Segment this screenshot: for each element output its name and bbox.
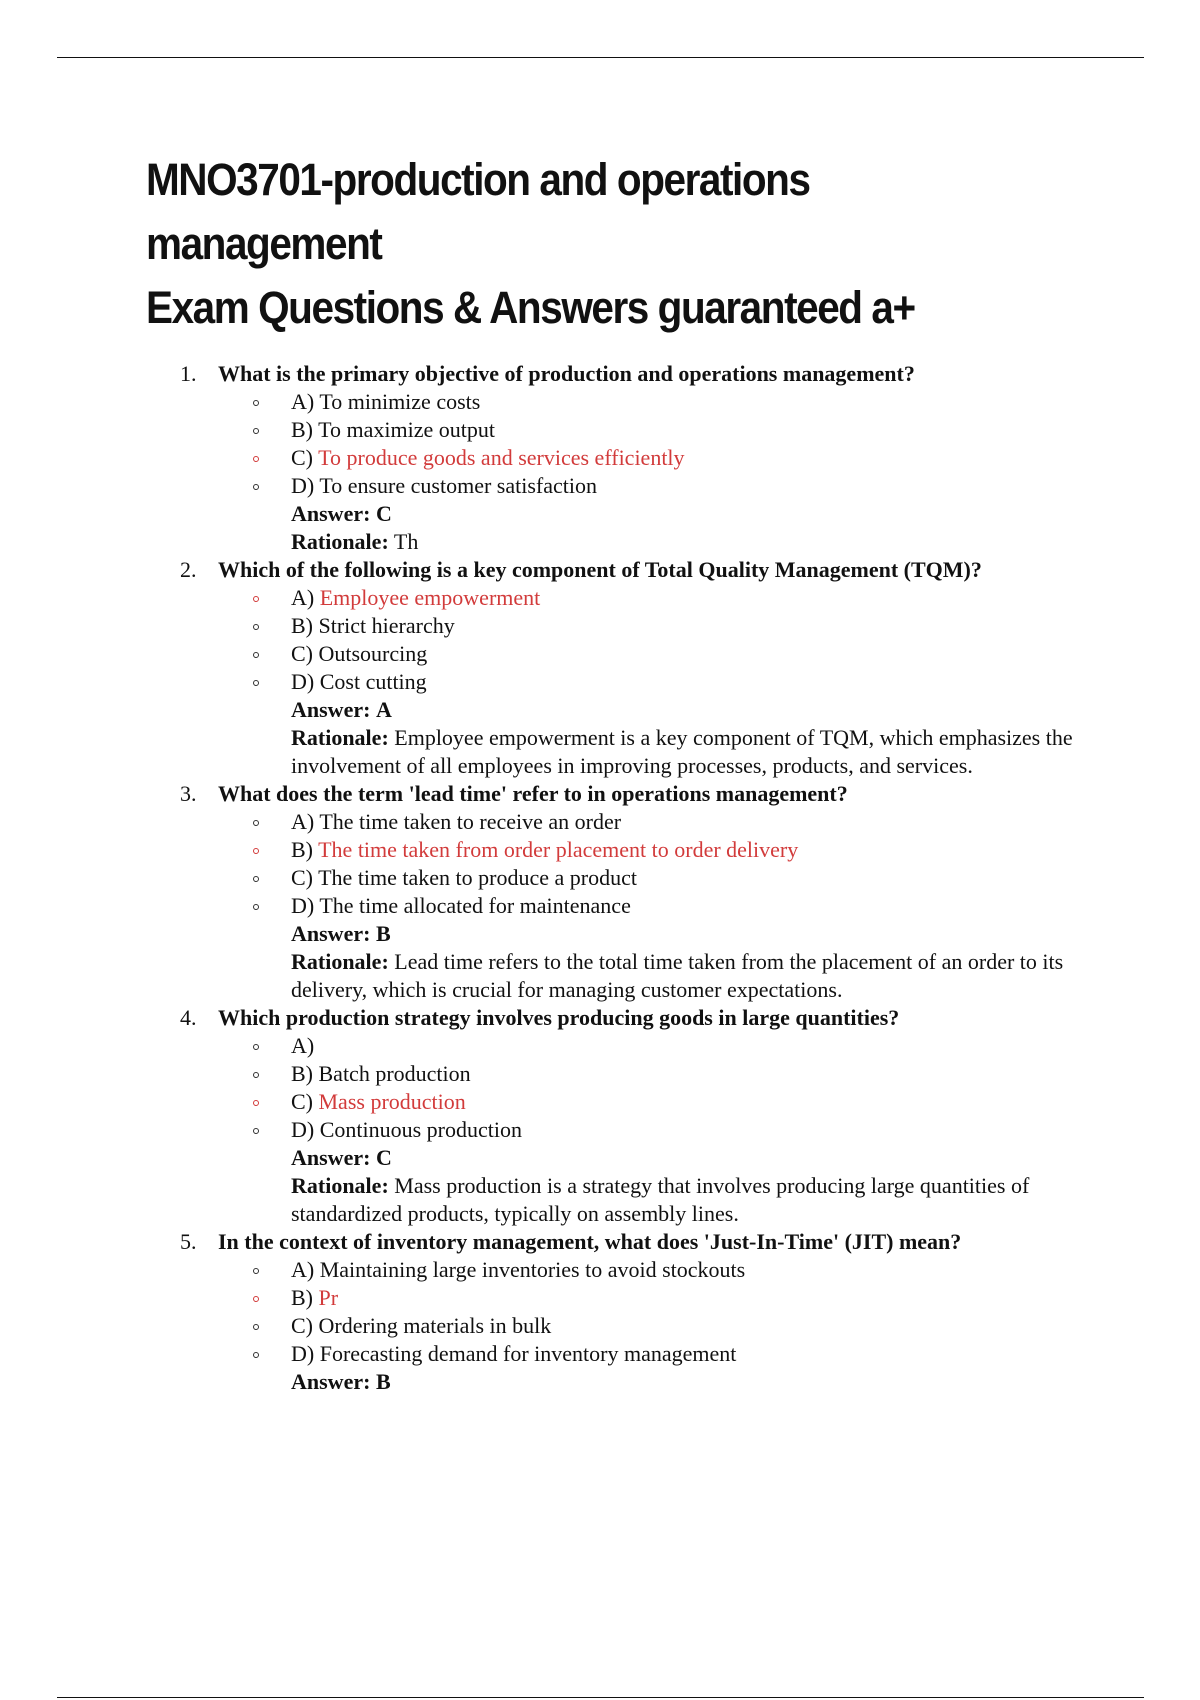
rationale-text: Mass production is a strategy that involves producing large quantities of standardized products, typically on assembly lines. bbox=[291, 1173, 1030, 1226]
circle-bullet-icon bbox=[253, 1324, 259, 1330]
circle-bullet-icon bbox=[253, 484, 259, 490]
answer-line bbox=[291, 920, 1100, 948]
option-letter: C) bbox=[291, 1089, 313, 1114]
correct-option-text: Pr bbox=[318, 1285, 339, 1310]
option-letter: C) bbox=[291, 445, 313, 470]
circle-bullet-icon bbox=[253, 1128, 259, 1134]
option-letter: C) bbox=[291, 641, 313, 666]
option-text: Ordering materials in bulk bbox=[318, 1313, 552, 1338]
question-number: 3. bbox=[180, 781, 197, 806]
question-item bbox=[180, 1004, 1100, 1228]
answer-label: Answer: bbox=[291, 1369, 371, 1394]
answer-label: Answer: bbox=[291, 501, 371, 526]
option-letter: C) bbox=[291, 1313, 313, 1338]
answer-option bbox=[180, 836, 1100, 864]
circle-bullet-icon bbox=[253, 652, 259, 658]
option-letter: D) bbox=[291, 473, 315, 498]
circle-bullet-icon bbox=[253, 1352, 259, 1358]
question-text: What does the term 'lead time' refer to in operations management? bbox=[218, 781, 848, 806]
answer-option bbox=[180, 444, 1100, 472]
option-text: The time taken to receive an order bbox=[319, 809, 622, 834]
answer-value: C bbox=[375, 1145, 392, 1170]
option-text: Forecasting demand for inventory management bbox=[319, 1341, 737, 1366]
rationale-text: Th bbox=[393, 529, 419, 554]
question-number: 1. bbox=[180, 361, 197, 386]
option-letter: C) bbox=[291, 865, 313, 890]
question-text: Which of the following is a key component of Total Quality Management (TQM)? bbox=[218, 557, 982, 582]
answer-option bbox=[180, 1060, 1100, 1088]
question-text: What is the primary objective of production and operations management? bbox=[218, 361, 915, 386]
option-letter: B) bbox=[291, 417, 313, 442]
top-rule bbox=[57, 57, 1144, 58]
option-text: To maximize output bbox=[318, 417, 495, 442]
option-text: Continuous production bbox=[319, 1117, 522, 1142]
rationale-text: Lead time refers to the total time taken from the placement of an order to its delivery, which is crucial for managing customer expectations. bbox=[291, 949, 1064, 1002]
answer-value: B bbox=[375, 921, 391, 946]
answer-line bbox=[291, 1144, 1100, 1172]
answer-option bbox=[180, 388, 1100, 416]
answer-value: A bbox=[375, 697, 392, 722]
option-letter: A) bbox=[291, 1033, 315, 1058]
option-letter: D) bbox=[291, 1117, 315, 1142]
option-letter: D) bbox=[291, 669, 315, 694]
option-letter: B) bbox=[291, 837, 313, 862]
rationale-label: Rationale: bbox=[291, 1173, 389, 1198]
answer-label: Answer: bbox=[291, 1145, 371, 1170]
title-line-1: MNO3701-production and operations management bbox=[146, 154, 810, 269]
answer-option bbox=[180, 1088, 1100, 1116]
answer-line bbox=[291, 696, 1100, 724]
circle-bullet-icon bbox=[253, 680, 259, 686]
question-text: Which production strategy involves producing goods in large quantities? bbox=[218, 1005, 900, 1030]
page-title bbox=[146, 148, 1046, 340]
answer-value: C bbox=[375, 501, 392, 526]
answer-option bbox=[180, 1284, 1100, 1312]
question-item bbox=[180, 360, 1100, 556]
answer-option bbox=[180, 1340, 1100, 1368]
answer-option bbox=[180, 1256, 1100, 1284]
rationale-label: Rationale: bbox=[291, 949, 389, 974]
answer-label: Answer: bbox=[291, 921, 371, 946]
question-list bbox=[180, 360, 1100, 1396]
option-text: Outsourcing bbox=[318, 641, 428, 666]
circle-bullet-icon bbox=[253, 1268, 259, 1274]
rationale-label: Rationale: bbox=[291, 529, 389, 554]
question-item bbox=[180, 780, 1100, 1004]
option-text: Cost cutting bbox=[319, 669, 427, 694]
option-letter: A) bbox=[291, 389, 315, 414]
question-number: 5. bbox=[180, 1229, 197, 1254]
rationale-paragraph bbox=[291, 948, 1096, 1004]
option-letter: B) bbox=[291, 1285, 313, 1310]
answer-option bbox=[180, 640, 1100, 668]
option-text: The time taken to produce a product bbox=[318, 865, 637, 890]
rationale-paragraph bbox=[291, 528, 1096, 556]
question-number: 2. bbox=[180, 557, 197, 582]
answer-label: Answer: bbox=[291, 697, 371, 722]
answer-line bbox=[291, 1368, 1100, 1396]
rationale-paragraph bbox=[291, 1172, 1096, 1228]
answer-option bbox=[180, 584, 1100, 612]
answer-option bbox=[180, 612, 1100, 640]
correct-option-text: Mass production bbox=[318, 1089, 466, 1114]
answer-option bbox=[180, 1312, 1100, 1340]
correct-option-text: To produce goods and services efficiently bbox=[318, 445, 685, 470]
circle-bullet-icon bbox=[253, 1072, 259, 1078]
answer-option bbox=[180, 1032, 1100, 1060]
answer-option bbox=[180, 864, 1100, 892]
title-line-2: Exam Questions & Answers guaranteed a+ bbox=[146, 282, 915, 333]
circle-bullet-icon bbox=[253, 428, 259, 434]
option-letter: D) bbox=[291, 1341, 315, 1366]
answer-value: B bbox=[375, 1369, 391, 1394]
circle-bullet-icon bbox=[253, 1296, 259, 1302]
circle-bullet-icon bbox=[253, 1044, 259, 1050]
answer-option bbox=[180, 472, 1100, 500]
circle-bullet-icon bbox=[253, 624, 259, 630]
answer-option bbox=[180, 416, 1100, 444]
circle-bullet-icon bbox=[253, 1100, 259, 1106]
question-item bbox=[180, 1228, 1100, 1396]
option-text: Strict hierarchy bbox=[318, 613, 455, 638]
option-text: The time allocated for maintenance bbox=[319, 893, 631, 918]
correct-option-text: Employee empowerment bbox=[319, 585, 541, 610]
question-number: 4. bbox=[180, 1005, 197, 1030]
answer-line bbox=[291, 500, 1100, 528]
question-text: In the context of inventory management, what does 'Just-In-Time' (JIT) mean? bbox=[218, 1229, 962, 1254]
option-text: To ensure customer satisfaction bbox=[319, 473, 597, 498]
option-text: Batch production bbox=[318, 1061, 471, 1086]
option-text: Maintaining large inventories to avoid stockouts bbox=[319, 1257, 746, 1282]
option-letter: B) bbox=[291, 613, 313, 638]
answer-option bbox=[180, 892, 1100, 920]
option-letter: A) bbox=[291, 1257, 315, 1282]
option-letter: B) bbox=[291, 1061, 313, 1086]
answer-option bbox=[180, 1116, 1100, 1144]
option-letter: A) bbox=[291, 585, 315, 610]
answer-option bbox=[180, 808, 1100, 836]
circle-bullet-icon bbox=[253, 596, 259, 602]
option-letter: A) bbox=[291, 809, 315, 834]
circle-bullet-icon bbox=[253, 456, 259, 462]
rationale-paragraph bbox=[291, 724, 1096, 780]
option-text: To minimize costs bbox=[319, 389, 481, 414]
correct-option-text: The time taken from order placement to order delivery bbox=[318, 837, 799, 862]
question-item bbox=[180, 556, 1100, 780]
option-letter: D) bbox=[291, 893, 315, 918]
rationale-label: Rationale: bbox=[291, 725, 389, 750]
answer-option bbox=[180, 668, 1100, 696]
circle-bullet-icon bbox=[253, 904, 259, 910]
rationale-text: Employee empowerment is a key component of TQM, which emphasizes the involvement of all employees in improving processes, products, and services. bbox=[291, 725, 1073, 778]
circle-bullet-icon bbox=[253, 400, 259, 406]
bottom-rule bbox=[57, 1697, 1144, 1698]
circle-bullet-icon bbox=[253, 876, 259, 882]
circle-bullet-icon bbox=[253, 820, 259, 826]
circle-bullet-icon bbox=[253, 848, 259, 854]
